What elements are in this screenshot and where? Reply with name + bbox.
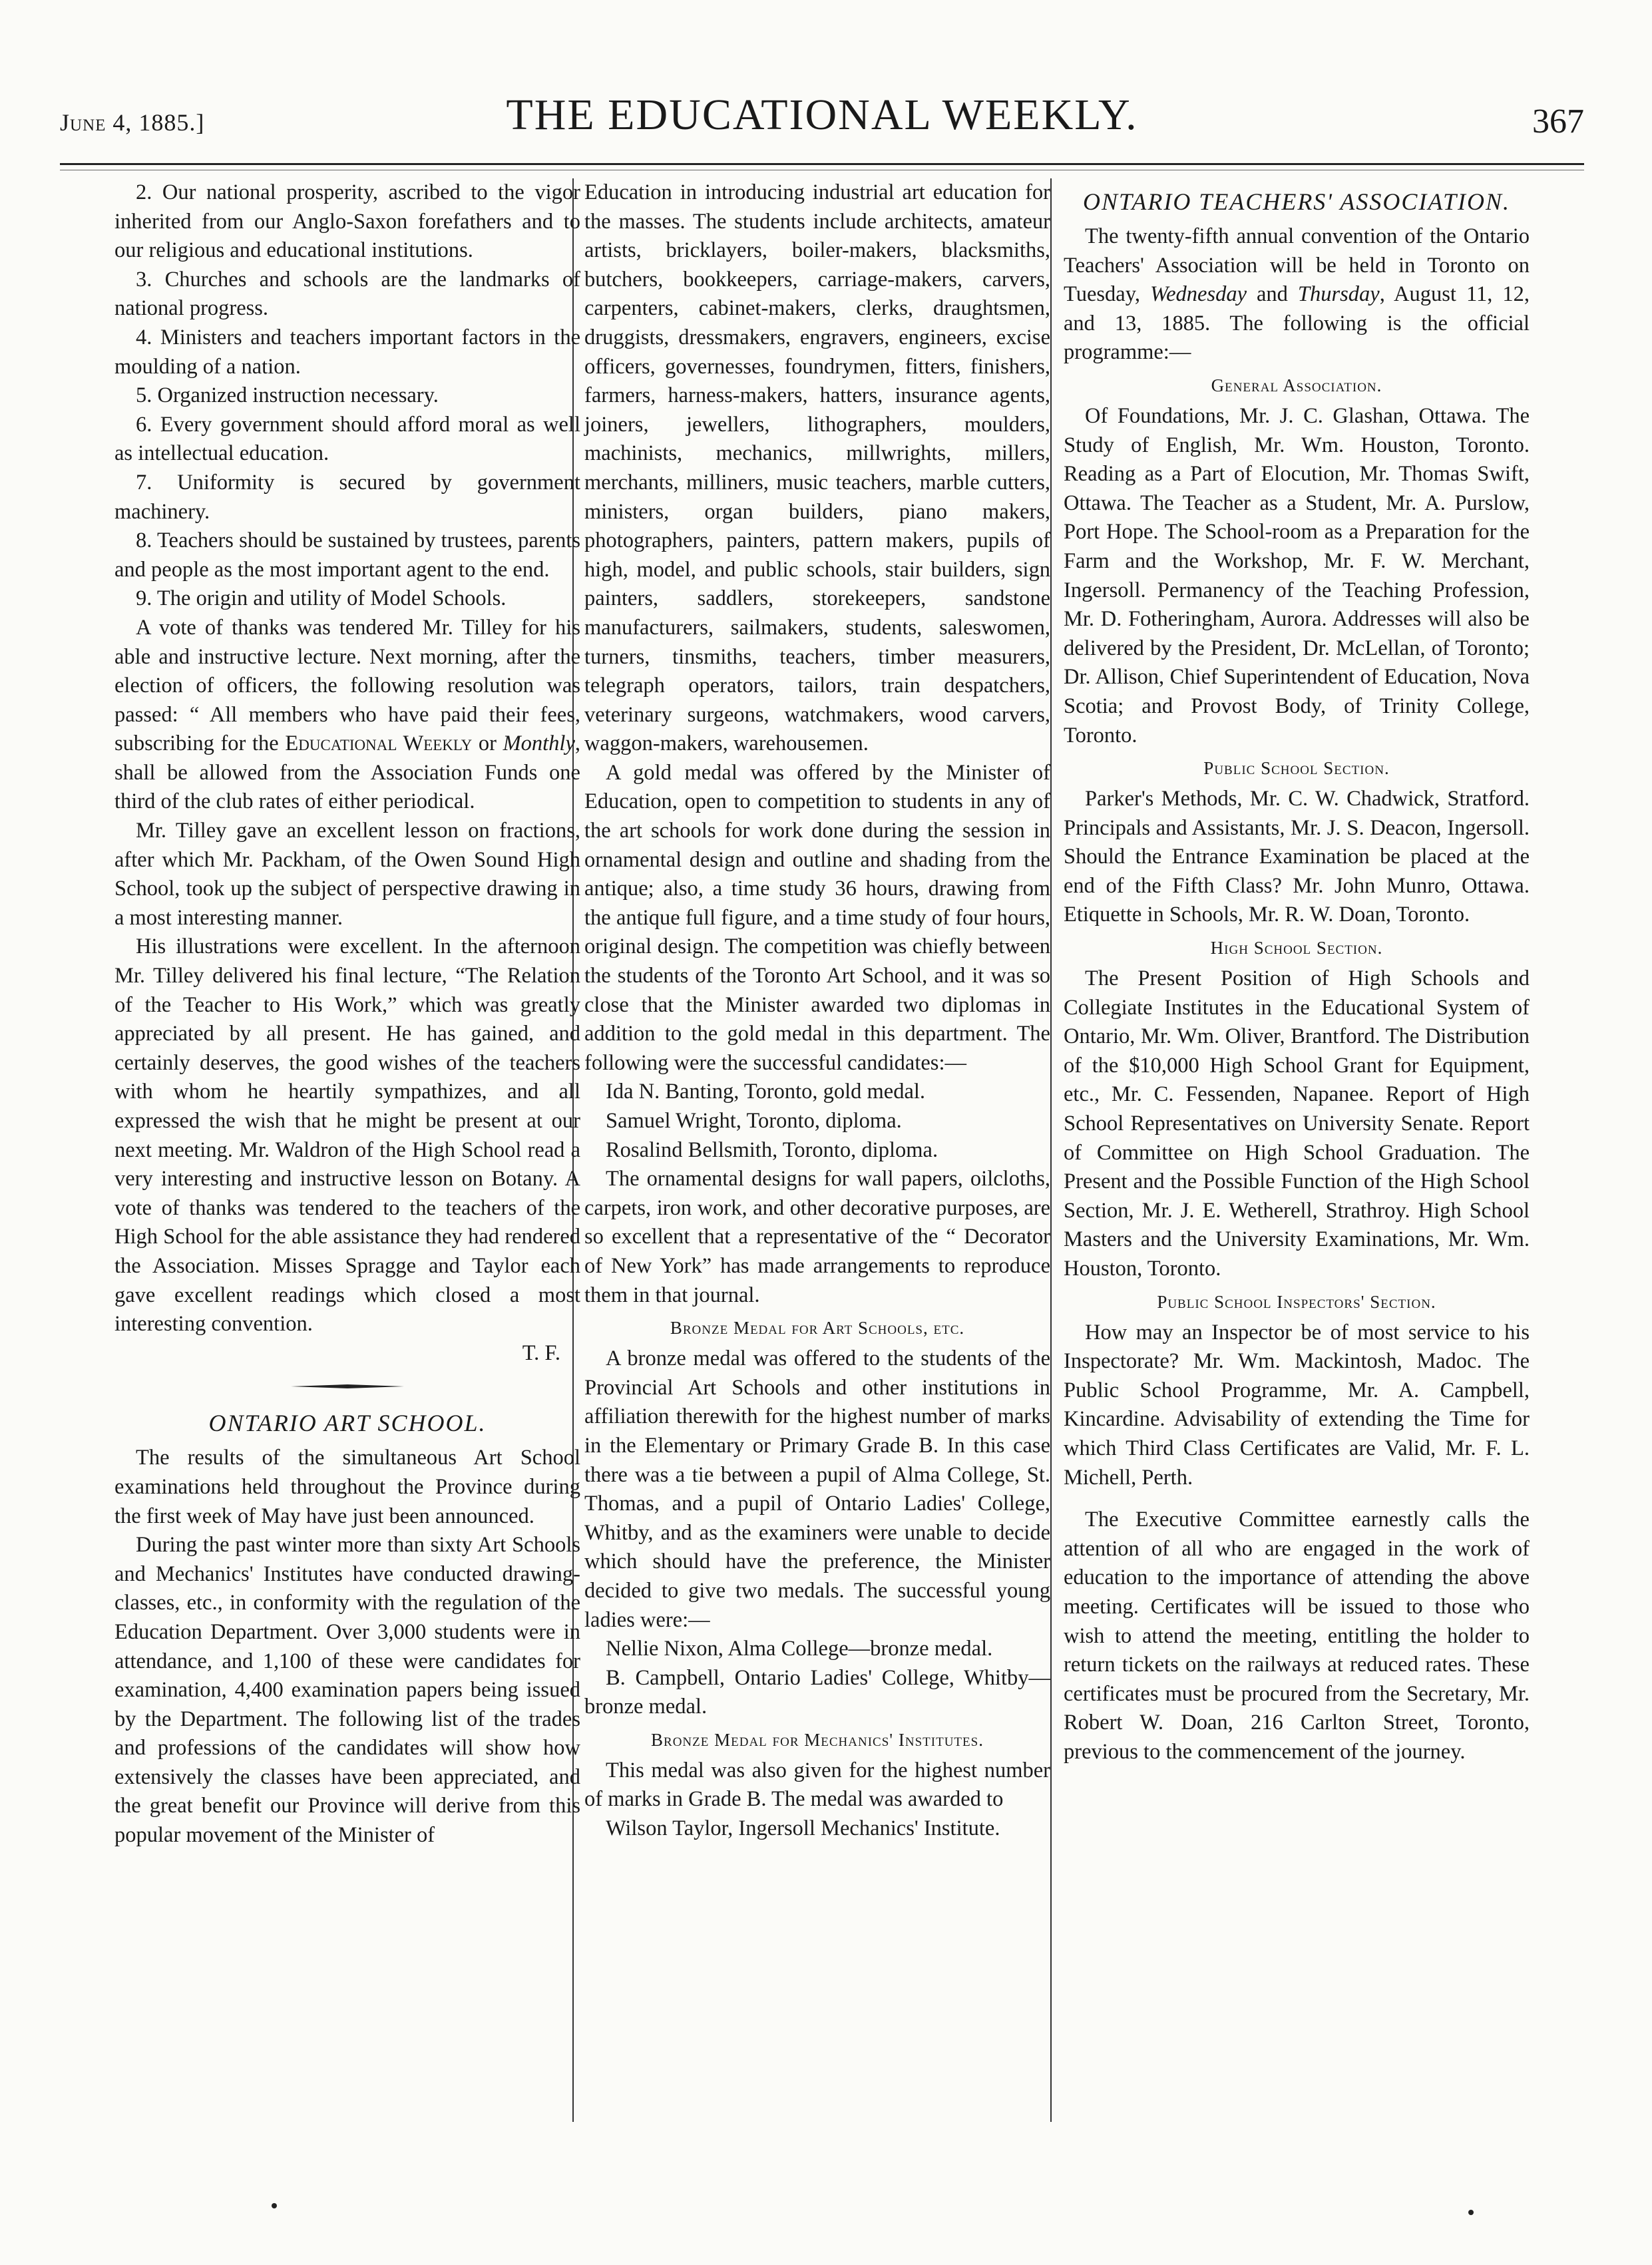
intro-text-a: The twenty-fifth annual convention of the Ontario Teachers' Association will be held in Toronto on Tuesday,: [1064, 224, 1530, 307]
winner-line: Ida N. Banting, Toronto, gold medal.: [606, 1080, 926, 1104]
illustrations-paragraph: His illustrations were excellent. In the afternoon Mr. Tilley delivered his final lecture, “The Relation of the Teacher to His Work,” which was greatly appreciated by all present. He has gained, and certainly deserves, the good wishes of the teachers with whom he heartily sympathizes, and all expressed the wish that he might be present at our next meeting. Mr. Waldron of the High School read a very interesting and instructive lesson on Botany. A vote of thanks was tendered to the teachers of the High School for the able assistance they had rendered the Association. Misses Spragge and Taylor each gave excellent readings which closed a most interesting convention.: [114, 934, 580, 1337]
spacer: [1064, 1492, 1530, 1506]
general-paragraph: Of Foundations, Mr. J. C. Glashan, Ottawa. The Study of English, Mr. Wm. Houston, Toronto. Reading as a Part of Elocution, Mr. Thomas Swift, Ottawa. The Teacher as a Student, Mr. A. Purslow, Port Hope. The School-room as a Preparation for the Farm and the Workshop, Mr. F. W. Merchant, Ingersoll. Permanency of the Teaching Profession, Mr. D. Fotheringham, Aurora. Addresses will also be delivered by the President, Dr. McLellan, of Toronto; Dr. Allison, Chief Superintendent of Education, Nova Scotia; and Provost Body, of Trinity College, Toronto.: [1064, 403, 1530, 747]
mechanics-paragraph: This medal was also given for the highest number of marks in Grade B. The medal was awarded to: [584, 1758, 1050, 1812]
vote-paragraph: [114, 614, 580, 817]
inspectors-paragraph: How may an Inspector be of most service to his Inspectorate? Mr. Wm. Mackintosh, Madoc. The Public School Programme, Mr. A. Campbell, Kincardine. Advisability of extending the Time for which Third Class Certificates are Valid, Mr. F. L. Michell, Perth.: [1064, 1320, 1530, 1490]
ornament-divider: [291, 1384, 404, 1389]
print-mark: [1468, 2210, 1474, 2215]
page-number: 367: [1532, 103, 1584, 140]
vote-text-a: A vote of thanks was tendered Mr. Tilley for his able and instructive lecture. Next morning, after the election of officers, the following resolution was passed: “ All members who have paid their fees, subscribing for the: [114, 615, 580, 756]
list-item: 8. Teachers should be sustained by trustees, parents and people as the most important agent to the end.: [114, 528, 580, 582]
bronze-winner-line: Nellie Nixon, Alma College—bronze medal.: [606, 1637, 993, 1661]
list-item: 6. Every government should afford moral as well as intellectual education.: [114, 412, 580, 466]
column-3: [1064, 178, 1530, 1767]
vote-text-b: , shall be allowed from the Association Funds one third of the club rates of either periodical.: [114, 731, 580, 814]
print-mark: [272, 2203, 277, 2208]
public-school-heading: Public School Section.: [1203, 758, 1390, 779]
ornamental-paragraph: The ornamental designs for wall papers, oilcloths, carpets, iron work, and other decorative purposes, are so excellent that a representative of the “ Decorator of New York” has made arrangements to reproduce them in that journal.: [584, 1167, 1050, 1307]
winner-line: Samuel Wright, Toronto, diploma.: [606, 1109, 902, 1133]
signature: T. F.: [522, 1340, 560, 1365]
winner-line: Rosalind Bellsmith, Toronto, diploma.: [606, 1137, 938, 1162]
teachers-association-heading: ONTARIO TEACHERS' ASSOCIATION.: [1082, 188, 1511, 215]
public-paragraph: Parker's Methods, Mr. C. W. Chadwick, Stratford. Principals and Assistants, Mr. J. S. Deacon, Ingersoll. Should the Entrance Examination be placed at the end of the Fifth Class? Mr. John Munro, Ottawa. Etiquette in Schools, Mr. R. W. Doan, Toronto.: [1064, 787, 1530, 927]
column-1: [114, 178, 580, 1850]
column-divider-2: [1050, 178, 1052, 2122]
art-paragraph-2: During the past winter more than sixty Art Schools and Mechanics' Institutes have conducted drawing-classes, etc., in conformity with the regulation of the Education Department. Over 3,000 students were in attendance, and 1,100 of these were candidates for examination, 4,400 examination papers being issued by the Department. The following list of the trades and professions of the candidates will show how extensively the classes have been appreciated, and the great benefit our Province will derive from this popular movement of the Minister of: [114, 1533, 580, 1848]
high-paragraph: The Present Position of High Schools and Collegiate Institutes in the Educational System of Ontario, Mr. Wm. Oliver, Brantford. The Distribution of the $10,000 High School Grant for Equipment, etc., Mr. C. Fessenden, Napanee. Report of High School Representatives on University Senate. Report of Committee on High School Graduation. The Present and the Possible Function of the High School Section, Mr. J. E. Wetherell, Strathroy. High School Masters and the University Examinations, Mr. Wm. Houston, Toronto.: [1064, 966, 1530, 1281]
general-association-heading: General Association.: [1211, 375, 1382, 395]
vote-text-or: or: [472, 731, 503, 756]
inspectors-heading: Public School Inspectors' Section.: [1157, 1291, 1436, 1312]
list-item: 7. Uniformity is secured by government machinery.: [114, 470, 580, 524]
monthly-name: Monthly: [503, 731, 575, 756]
trades-paragraph: Education in introducing industrial art education for the masses. The students include architects, amateur artists, bricklayers, boiler-makers, blacksmiths, butchers, bookkeepers, carriage-makers, carvers, carpenters, cabinet-makers, clerks, draughtsmen, druggists, dressmakers, engravers, engineers, excise officers, governesses, foundrymen, fitters, finishers, farmers, harness-makers, hatters, insurance agents, joiners, jewellers, lithographers, moulders, machinists, mechanics, millwrights, millers, merchants, milliners, music teachers, marble cutters, ministers, organ builders, piano makers, photographers, painters, pattern makers, pupils of high, model, and public schools, stair builders, sign painters, saddlers, storekeepers, sandstone manufacturers, sailmakers, students, saleswomen, turners, tinsmiths, teachers, timber measurers, telegraph operators, tailors, train despatchers, veterinary surgeons, watchmakers, wood carvers, waggon-makers, warehousemen.: [584, 180, 1050, 756]
tilley-paragraph: Mr. Tilley gave an excellent lesson on fractions, after which Mr. Packham, of the Owen Sound High School, took up the subject of perspective drawing in a most interesting manner.: [114, 819, 580, 930]
art-paragraph-1: The results of the simultaneous Art School examinations held throughout the Province during the first week of May have just been announced.: [114, 1446, 580, 1528]
bronze-art-heading: Bronze Medal for Art Schools, etc.: [670, 1318, 965, 1338]
list-item: 5. Organized instruction necessary.: [136, 383, 439, 408]
list-item: 3. Churches and schools are the landmarks of national progress.: [114, 267, 580, 321]
gold-medal-paragraph: A gold medal was offered by the Minister of Education, open to competition to students in any of the art schools for work done during the session in ornamental design and outline and shading from the antique; also, a time study 36 hours, drawing from the antique full figure, and a time study of four hours, original design. The competition was chiefly between the students of the Toronto Art School, and it was so close that the Minister awarded two diplomas in addition to the gold medal in this department. The following were the successful candidates:—: [584, 760, 1050, 1075]
masthead: [60, 90, 1584, 150]
list-item: 2. Our national prosperity, ascribed to the vigor inherited from our Anglo-Saxon forefathers and to our religious and educational institutions.: [114, 180, 580, 263]
bronze-mechanics-heading: Bronze Medal for Mechanics' Institutes.: [651, 1729, 984, 1750]
art-school-heading: ONTARIO ART SCHOOL.: [208, 1410, 487, 1437]
issue-date: June 4, 1885.]: [60, 109, 205, 136]
list-item: 4. Ministers and teachers important factors in the moulding of a nation.: [114, 325, 580, 379]
intro-day-thu: Thursday: [1297, 282, 1380, 307]
executive-paragraph: The Executive Committee earnestly calls the attention of all who are engaged in the work of education to the importance of attending the above meeting. Certificates will be issued to those who wish to attend the meeting, entitling the holder to return tickets on the railways at reduced rates. These certificates must be procured from the Secretary, Mr. Robert W. Doan, 216 Carlton Street, Toronto, previous to the commencement of the journey.: [1064, 1508, 1530, 1764]
column-2: [584, 178, 1050, 1844]
intro-day-wed: Wednesday: [1149, 282, 1247, 307]
intro-text-and: and: [1247, 282, 1298, 307]
intro-paragraph: [1064, 222, 1530, 367]
mechanics-winner-line: Wilson Taylor, Ingersoll Mechanics' Institute.: [606, 1816, 1000, 1841]
bronze-paragraph: A bronze medal was offered to the students of the Provincial Art Schools and other institutions in affiliation therewith for the highest number of marks in the Elementary or Primary Grade B. In this case there was a tie between a pupil of Alma College, St. Thomas, and a pupil of Ontario Ladies' College, Whitby, and as the examiners were unable to decide which should have the preference, the Minister decided to give two medals. The successful young ladies were:—: [584, 1346, 1050, 1632]
list-item: 9. The origin and utility of Model Schools.: [136, 586, 507, 611]
weekly-name: Educational Weekly: [285, 731, 473, 756]
high-school-heading: High School Section.: [1210, 938, 1383, 958]
header-rule: [60, 163, 1584, 165]
publication-title: THE EDUCATIONAL WEEKLY.: [506, 91, 1138, 139]
intro-text-b: , August 11, 12, and 13, 1885. The following is the official programme:—: [1064, 282, 1530, 365]
bronze-winner-line: B. Campbell, Ontario Ladies' College, Whitby—bronze medal.: [584, 1665, 1050, 1719]
